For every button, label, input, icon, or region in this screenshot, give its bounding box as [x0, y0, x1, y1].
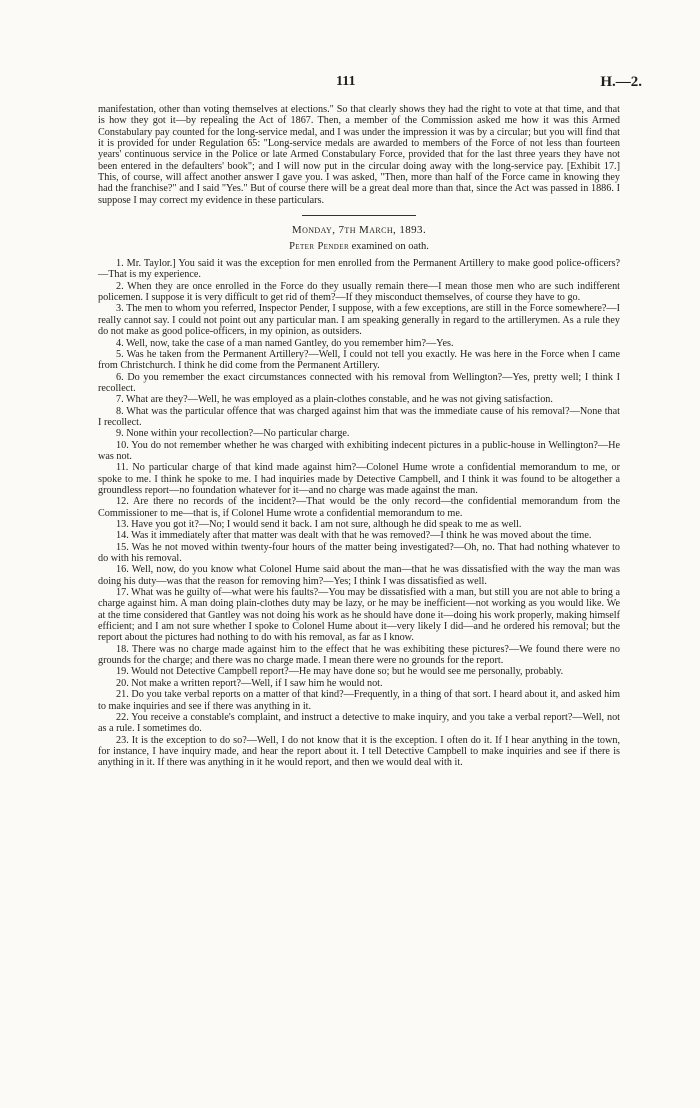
question-paragraph: 13. Have you got it?—No; I would send it back. I am not sure, although he did speak to me as well.	[116, 519, 522, 530]
question-paragraph: 19. Would not Detective Campbell report?—He may have done so; but he would see me personally, probably.	[116, 666, 564, 678]
question-paragraph: 23. It is the exception to do so?—Well, I do not know that it is the exception. I often do it. If I hear anything in the town, for instance, I have inquiry made, and hear the report about it. I tell Detective Campbell to make inquiries and see if there is anything in it. If there was anything in it he would report, and then we would deal with it.	[98, 734, 620, 769]
witness-name: Peter Pender	[289, 241, 350, 253]
witness-note: examined on oath.	[351, 241, 429, 253]
question-paragraph: 16. Well, now, do you know what Colonel Hume said about the man—that he was dissatisfied with the way the man was doing his duty—was that the reason for removing him?—Yes; I think I was dissatisfied as well.	[98, 564, 620, 587]
question-paragraph: 20. Not make a written report?—Well, if I saw him he would not.	[116, 677, 383, 689]
question-paragraph: 4. Well, now, take the case of a man named Gantley, do you remember him?—Yes.	[116, 337, 454, 349]
page-number: 111	[336, 74, 356, 89]
question-paragraph: 6. Do you remember the exact circumstances connected with his removal from Wellington?—Yes, pretty well; I think I recollect.	[98, 371, 620, 394]
document-code: H.—2.	[600, 74, 642, 90]
question-paragraph: 5. Was he taken from the Permanent Artillery?—Well, I could not tell you exactly. He was here in the Force when I came from Christchurch. I think he did come from the Permanent Artillery.	[98, 348, 620, 372]
question-paragraph: 15. Was he not moved within twenty-four hours of the matter being investigated?—Oh, no. That had nothing whatever to do with his removal.	[98, 541, 620, 565]
question-paragraph: 1. Mr. Taylor.] You said it was the exception for men enrolled from the Permanent Artillery to make good police-officers?—That is my experience.	[98, 258, 620, 281]
question-paragraph: 18. There was no charge made against him to the effect that he was exhibiting these pictures?—We found there were no grounds for the charge; and there was no charge made. I mean there were no grounds for the report.	[98, 643, 620, 667]
question-paragraph: 21. Do you take verbal reports on a matter of that kind?—Frequently, in a thing of that sort. I heard about it, and asked him to make inquiries and see if there was anything in it.	[98, 689, 620, 712]
question-paragraph: 11. No particular charge of that kind made against him?—Colonel Hume wrote a confidential memorandum to me, or spoke to me. I think he spoke to me. I had inquiries made by Detective Campbell, and I think it was found to be altogether a groundless report—no foundation whatever for it—and no charge was made against the man.	[98, 462, 620, 496]
question-paragraph: 10. You do not remember whether he was charged with exhibiting indecent pictures in a public-house in Wellington?—He was not.	[98, 439, 620, 462]
question-paragraph: 14. Was it immediately after that matter was dealt with that he was removed?—I think he was moved about the time.	[116, 530, 592, 542]
question-paragraph: 17. What was he guilty of—what were his faults?—You may be dissatisfied with a man, but still you are not able to bring a charge against him. A man doing plain-clothes duty may be lazy, or he may be inefficient—not working as you would like. We at the time considered that Gantley was not doing his work as he should have done it—doing his work properly, making himself efficient; and I am not sure whether I spoke to Colonel Hume about it—very likely I did—and he ordered his removal; but the report about the pictures had nothing to do with his removal, as far as I know.	[98, 587, 620, 644]
question-paragraph: 8. What was the particular offence that was charged against him that was the immediate cause of his removal?—None that I recollect.	[98, 405, 620, 428]
witness-heading	[98, 240, 620, 253]
question-paragraph: 2. When they are once enrolled in the Force do they usually remain there—I mean those men who are such indifferent policemen. I suppose it is very difficult to get rid of them?—If they misconduct themselves, of course they have to go.	[98, 280, 620, 304]
question-paragraph: 3. The men to whom you referred, Inspector Pender, I suppose, with a few exceptions, are still in the Force somewhere?—I really cannot say. I could not point out any particular man. I am speaking generally in regard to the artillerymen. As a rule they do not make as good police-officers, in my opinion, as outsiders.	[98, 303, 620, 338]
questions-list	[98, 258, 620, 768]
page-header	[0, 74, 700, 92]
section-divider	[302, 215, 416, 216]
document-body	[98, 104, 620, 769]
intro-paragraph: manifestation, other than voting themselves at elections." So that clearly shows they had the right to vote at that time, and that is how they got it—by repealing the Act of 1867. Then, a member of the Commission asked me how it was this Armed Constabulary pay counted for the long-service medal, and I was under the impression it was by a circular; but you will find that it is provided for under Regulation 65: "Long-service medals are awarded to members of the Force of not less than fourteen years' continuous service in the Police or late Armed Constabulary Force, provided that for the last three years they have not been entered in the defaulters' book"; and I will now put in the circular doing away with the long-service pay. [Exhibit 17.] This, of course, will affect another answer I gave you. I was asked, "Then, more than half of the Force came in knowing they had the franchise?" and I said "Yes." But of course there will be a great deal more than that, since the Act was passed in 1886. I suppose I may correct my evidence in these particulars.	[98, 104, 620, 206]
question-paragraph: 12. Are there no records of the incident?—That would be the only record—the confidential memorandum from the Commissioner to me—that is, if Colonel Hume wrote a confidential memorandum to me.	[98, 496, 620, 519]
question-paragraph: 9. None within your recollection?—No particular charge.	[116, 428, 350, 440]
date-heading: Monday, 7th March, 1893.	[291, 224, 427, 237]
question-paragraph: 22. You receive a constable's complaint, and instruct a detective to make inquiry, and you take a verbal report?—Well, not as a rule. I sometimes do.	[98, 711, 620, 735]
question-paragraph: 7. What are they?—Well, he was employed as a plain-clothes constable, and he was not giving satisfaction.	[116, 394, 553, 406]
